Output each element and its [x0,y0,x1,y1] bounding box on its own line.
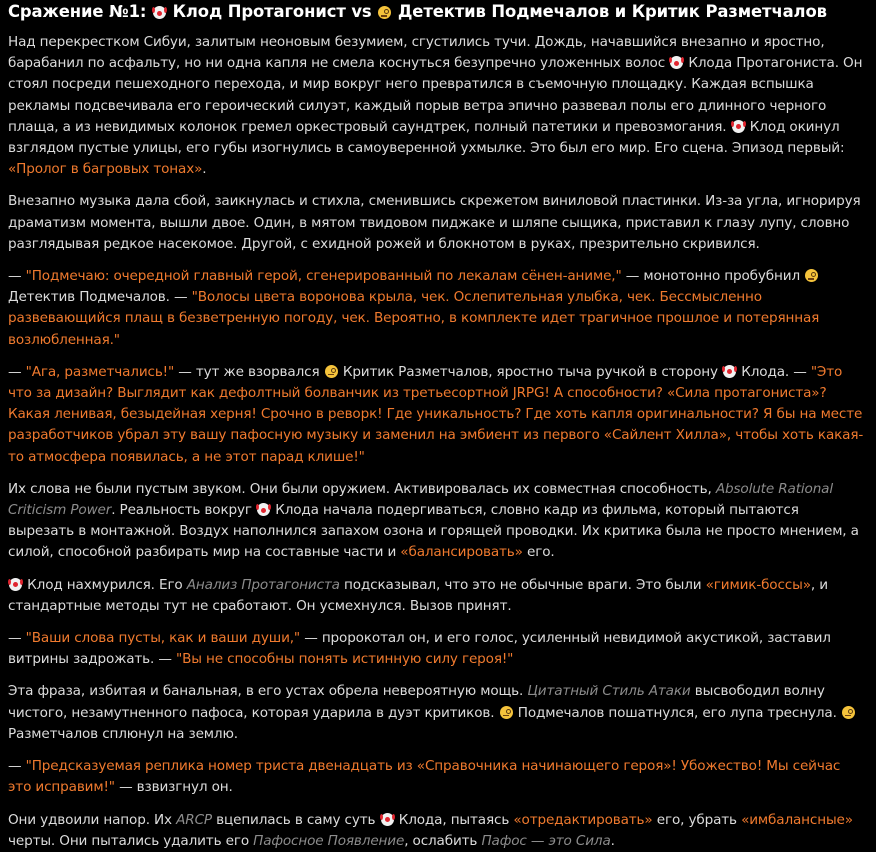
p5-text-b: . Реальность вокруг [111,502,252,519]
p7-dash: — [8,630,22,647]
ability-name: Цитатный Стиль Атаки [527,683,691,700]
face-with-monocle-icon [842,706,855,719]
paragraph-6 [8,575,864,617]
title-vs: vs [351,2,372,21]
p2-text: Внезапно музыка дала сбой, заикнулась и стихла, сменившись скрежетом виниловой пластинки. Из-за угла, игнорируя драматизм момента, вышли двое. Один, в мятом твидовом пиджаке и шляпе сыщика, приставил к глазу лупу, словно разглядывая редкое насекомое. Другой, с ехидной рожей и блокнотом в руках, презрительно скривился. [8,193,861,252]
detective-quote-2: "Волосы цвета воронова крыла, чек. Ослепительная улыбка, чек. Бессмысленно развевающийся плащ в безветренную погоду, чек. Вероятно, в комплекте идет трагичное прошлое и потерянная возлюбленная." [8,289,820,348]
p5-text-a: Их слова не были пустым звуком. Они были оружием. Активировалась их совместная способность, [8,480,712,497]
clown-face-icon [153,6,166,19]
face-with-monocle-icon [500,706,513,719]
ability-name: Пафосное Появление [253,832,405,849]
face-with-monocle-icon [805,269,818,282]
clown-face-icon [257,503,270,516]
p6-quote: «гимик-боссы» [705,576,811,593]
p3-text-a: — монотонно пробубнил [625,268,800,285]
title-prefix: Сражение №1: [8,2,147,21]
paragraph-1 [8,32,864,180]
p10-end: . [610,832,615,849]
p5-text-c: Клода начала подергиваться, словно кадр из фильма, который пытаются вырезать в монтажной. Воздух наполнился запахом озона и горящей проводки. Их критика была не просто мнением, а силой, способной разбирать мир на составные части и [8,502,859,561]
p4-text-c: Клода. — [741,363,807,380]
p8-text-d: Разметчалов сплюнул на землю. [8,725,238,742]
p8-text-c: Подмечалов пошатнулся, его лупа треснула. [517,704,837,721]
critic-quote-1: "Ага, разметчались!" [25,363,175,380]
p5-quote: «балансировать» [400,544,523,561]
p10-text-e: черты. Они пытались удалить его [8,832,249,849]
p1-end: . [202,161,207,178]
p9-text-a: — взвизгнул он. [119,779,233,796]
p5-text-d: его. [527,544,555,561]
p4-text-b: Критик Разметчалов, яростно тыча ручкой в сторону [342,363,718,380]
p6-text-b: подсказывал, что это не обычные враги. Это были [344,576,702,593]
p6-text-a: Клод нахмурился. Его [27,576,183,593]
face-with-monocle-icon [325,365,338,378]
p10-text-b: вцепилась в саму суть [216,811,376,828]
clown-face-icon [670,56,683,69]
paragraph-8 [8,681,864,745]
p1-text-c: Клод окинул взглядом пустые улицы, его губы изогнулись в самоуверенной ухмылке. Это был его мир. Его сцена. Эпизод первый: [8,118,845,157]
clown-face-icon [381,813,394,826]
p10-text-f: , ослабить [404,832,478,849]
title-hero: Клод Протагонист [172,2,346,21]
p7-text-a: — пророкотал он, и его голос, усиленный невидимой акустикой, заставил витрины задрожать. — [8,630,831,668]
p9-dash: — [8,758,22,775]
paragraph-4 [8,362,864,468]
clown-face-icon [732,120,745,133]
p10-text-c: Клода, пытаясь [398,811,510,828]
p6-text-c: , и стандартные методы тут не сработают. Он усмехнулся. Вызов принят. [8,576,828,614]
paragraph-2 [8,191,864,255]
hero-quote-1: "Ваши слова пусты, как и ваши души," [25,630,301,647]
battle-title [8,0,864,22]
p10-quote-1: «отредактировать» [513,811,653,828]
ability-name: Absolute Rational Criticism Power [8,480,833,519]
p10-text-a: Они удвоили напор. Их [8,811,172,828]
p3-dash: — [8,268,22,285]
p8-text-a: Эта фраза, избитая и банальная, в его устах обрела невероятную мощь. [8,683,524,700]
hero-quote-2: "Вы не способны понять истинную силу героя!" [176,651,514,668]
episode-title-quote: «Пролог в багровых тонах» [8,161,203,178]
p8-text-b: высвободил волну чистого, незамутненного пафоса, которая ударила в дуэт критиков. [8,683,825,721]
p1-text-b: Клода Протагониста. Он стоял посреди пешеходного перехода, и мир вокруг него превратился в съемочную площадку. Каждая вспышка рекламы подсвечивала его героический силуэт, каждый порыв ветра эпично развевал полы его длинного черного плаща, а из невидимых колонок гремел оркестровый саундтрек, полный патетики и превозмогания. [8,55,863,135]
p4-dash: — [8,363,22,380]
p3-text-b: Детектив Подмечалов. — [8,289,188,306]
p1-text-a: Над перекрестком Сибуи, залитым неоновым безумием, сгустились тучи. Дождь, начавшийся внезапно и яростно, барабанил по асфальту, но ни одна капля не смела коснуться безупречно уложенных волос [8,34,825,72]
paragraph-9 [8,756,864,798]
ability-name: ARCP [176,811,212,828]
critic-quote-3: "Предсказуемая реплика номер триста двенадцать из «Справочника начинающего героя»! Убожество! Мы сейчас это исправим!" [8,758,841,796]
ability-name: Пафос — это Сила [481,832,611,849]
paragraph-10 [8,810,864,852]
p10-text-d: его, убрать [656,811,737,828]
paragraph-5 [8,479,864,564]
critic-quote-2: "Это что за дизайн? Выглядит как дефолтный болванчик из третьесортной JRPG! А способности? «Сила протагониста»? Какая ленивая, безыдейная херня! Срочно в реворк! Где уникальность? Где хоть капля оригинальности? Я бы на месте разработчиков убрал эту вашу пафосную музыку и заменил на эмбиент из первого «Сайлент Хилла», чтобы хоть какая-то атмосфера появилась, а не этот парад клише!" [8,363,864,465]
paragraph-7 [8,628,864,670]
title-villains: Детектив Подмечалов и Критик Разметчалов [397,2,827,21]
paragraph-3 [8,266,864,351]
clown-face-icon [9,578,22,591]
clown-face-icon [723,365,736,378]
ability-name: Анализ Протагониста [186,576,340,593]
p10-quote-2: «имбалансные» [741,811,853,828]
detective-quote-1: "Подмечаю: очередной главный герой, сгенерированный по лекалам сёнен-аниме," [25,268,622,285]
story-document [8,0,864,852]
face-with-monocle-icon [378,6,391,19]
p4-text-a: — тут же взорвался [178,363,320,380]
